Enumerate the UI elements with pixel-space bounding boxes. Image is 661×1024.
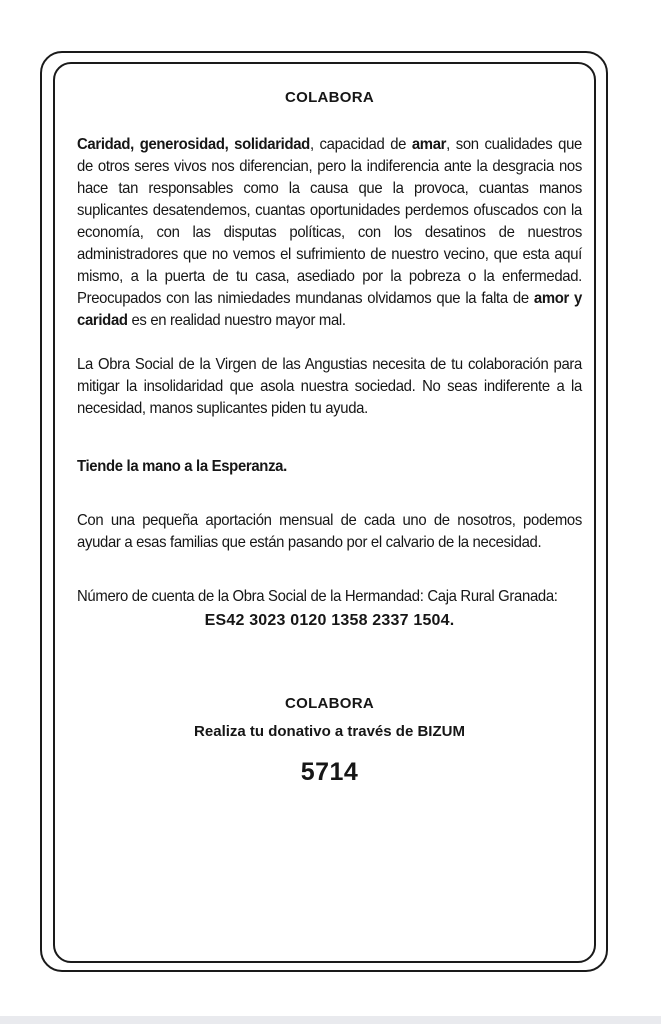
paragraph-obra-social: La Obra Social de la Virgen de las Angustias necesita de tu colaboración para mitigar la insolidaridad que asola nuestra sociedad. No seas indiferente a la necesidad, manos suplicantes piden tu ayuda. — [77, 356, 582, 417]
bottom-edge — [0, 1016, 661, 1024]
slogan: Tiende la mano a la Esperanza. — [77, 458, 287, 475]
bizum-instruction: Realiza tu donativo a través de BIZUM — [194, 723, 465, 740]
top-heading: COLABORA — [284, 89, 375, 106]
p1-text-2: , son cualidades que de otros seres vivos nos diferencian, pero la indiferencia ante la desgracia nos hace tan responsables como la causa que la provoca, cuantas manos suplicantes desatendemos, cuantas oportunidades perdemos ofuscados con la economía, con las disputas políticas, con los desatinos de nuestros administradores que no vemos el sufrimiento de nuestro vecino, que esta aquí mismo, a la puerta de tu casa, asediado por la pobreza o la enfermedad. Preocupados con las nimiedades mundanas olvidamos que la falta de — [77, 136, 582, 307]
bold-amor-caridad: amor y caridad — [77, 290, 582, 329]
bottom-heading: COLABORA — [284, 695, 375, 712]
bizum-code: 5714 — [300, 758, 359, 786]
account-number: ES42 3023 0120 1358 2337 1504. — [204, 612, 455, 629]
p1-text-3: es en realidad nuestro mayor mal. — [127, 312, 346, 329]
bold-virtues: Caridad, generosidad, solidaridad — [77, 136, 310, 153]
bold-amar: amar — [411, 136, 447, 153]
paragraph-charity — [77, 134, 582, 332]
paragraph-contribution: Con una pequeña aportación mensual de cada uno de nosotros, podemos ayudar a esas familias que están pasando por el calvario de la necesidad. — [77, 512, 582, 551]
account-label: Número de cuenta de la Obra Social de la Hermandad: Caja Rural Granada: — [77, 588, 558, 605]
p1-text-1: , capacidad de — [309, 136, 412, 153]
